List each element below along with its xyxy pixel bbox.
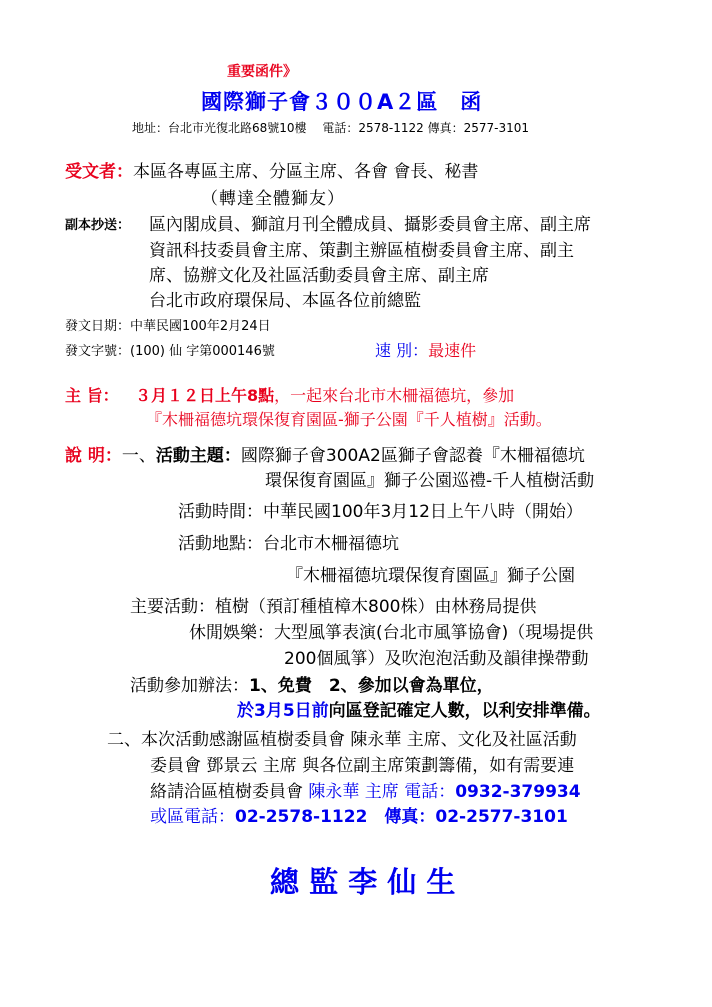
- activity-time: 活動時間：中華民國100年3月12日上午八時（開始）: [178, 502, 583, 522]
- subject-line-1: [65, 387, 514, 405]
- method-label: 活動參加辦法：: [130, 676, 249, 696]
- signature: 總 監 李 仙 生: [270, 865, 456, 899]
- office-phone-fax: 02-2578-1122 傳真：02-2577-3101: [235, 807, 568, 827]
- cc-line-4: 台北市政府環保局、本區各位前總監: [149, 291, 421, 311]
- speed-label: 速 別：: [375, 341, 429, 360]
- recipients-label: 受文者：: [65, 162, 133, 182]
- subject-label: 主 旨：: [65, 386, 119, 405]
- cc-line-1: 區內閣成員、獅誼月刊全體成員、攝影委員會主席、副主席: [149, 215, 591, 235]
- method-text: 1、免費 2、參加以會為單位，: [249, 676, 494, 696]
- item1-prefix: 一、: [121, 446, 156, 466]
- issue-speed: [375, 342, 476, 360]
- recipients-line: [65, 163, 478, 183]
- office-phone-label: 或區電話：: [150, 807, 235, 827]
- cc-line-3: 席、協辦文化及社區活動委員會主席、副主席: [149, 266, 489, 286]
- issue-number: 發文字號：(100) 仙 字第000146號: [65, 344, 275, 359]
- recipients-note: （轉達全體獅友）: [201, 189, 345, 209]
- item2-line-2: 委員會 鄧景云 主席 與各位副主席策劃籌備，如有需要連: [150, 756, 575, 776]
- address-line: 地址：台北市光復北路68號10樓 電話：2578-1122 傳真：2577-3101: [132, 121, 529, 135]
- theme-line-1: 國際獅子會300A2區獅子會認養『木柵福德坑: [240, 446, 585, 466]
- leisure-line-2: 200個風箏）及吹泡泡活動及韻律操帶動: [284, 649, 589, 669]
- subject-datetime: ３月１２日上午8點: [135, 386, 275, 405]
- speed-value: 最速件: [428, 341, 477, 360]
- contact-committee: 絡請洽區植樹委員會: [150, 782, 309, 802]
- explanation-label: 說 明：: [65, 446, 122, 466]
- contact-mobile: 0932-379934: [455, 782, 581, 802]
- cc-label: 副本抄送：: [65, 218, 131, 233]
- leisure-line-1: 休閒娛樂：大型風箏表演(台北市風箏協會)（現場提供: [189, 623, 594, 643]
- deadline-text: 向區登記確定人數，以利安排準備。: [328, 701, 601, 721]
- theme-label: 活動主題：: [155, 446, 241, 466]
- subject-line-2: 『木柵福德坑環保復育園區-獅子公園『千人植樹』活動。: [146, 410, 552, 429]
- item2-line-4: [150, 808, 568, 828]
- activity-place: 活動地點：台北市木柵福德坑: [178, 534, 399, 554]
- registration-deadline: [237, 702, 601, 722]
- main-activity: 主要活動：植樹（預訂種植樟木800株）由林務局提供: [130, 597, 537, 617]
- item2-line-1: 二、本次活動感謝區植樹委員會 陳永華 主席、文化及社區活動: [107, 730, 577, 750]
- explanation-line-1: [65, 447, 585, 467]
- subject-text-1: ，一起來台北市木柵福德坑，參加: [274, 386, 515, 405]
- org-title: 國際獅子會３００A２區 函: [201, 90, 483, 114]
- activity-place-line-2: 『木柵福德坑環保復育園區』獅子公園: [286, 566, 575, 586]
- deadline-date: 於3月5日前: [237, 701, 329, 721]
- cc-line-2: 資訊科技委員會主席、策劃主辦區植樹委員會主席、副主: [149, 241, 574, 261]
- theme-line-2: 環保復育園區』獅子公園巡禮-千人植樹活動: [265, 471, 595, 491]
- important-letter-label: 重要函件》: [227, 64, 297, 80]
- recipients-text: 本區各專區主席、分區主席、各會 會長、秘書: [133, 162, 479, 182]
- issue-date: 發文日期：中華民國100年2月24日: [65, 319, 271, 334]
- item2-line-3: [150, 783, 581, 803]
- contact-person: 陳永華 主席 電話：: [308, 782, 456, 802]
- participation-method: [130, 677, 494, 697]
